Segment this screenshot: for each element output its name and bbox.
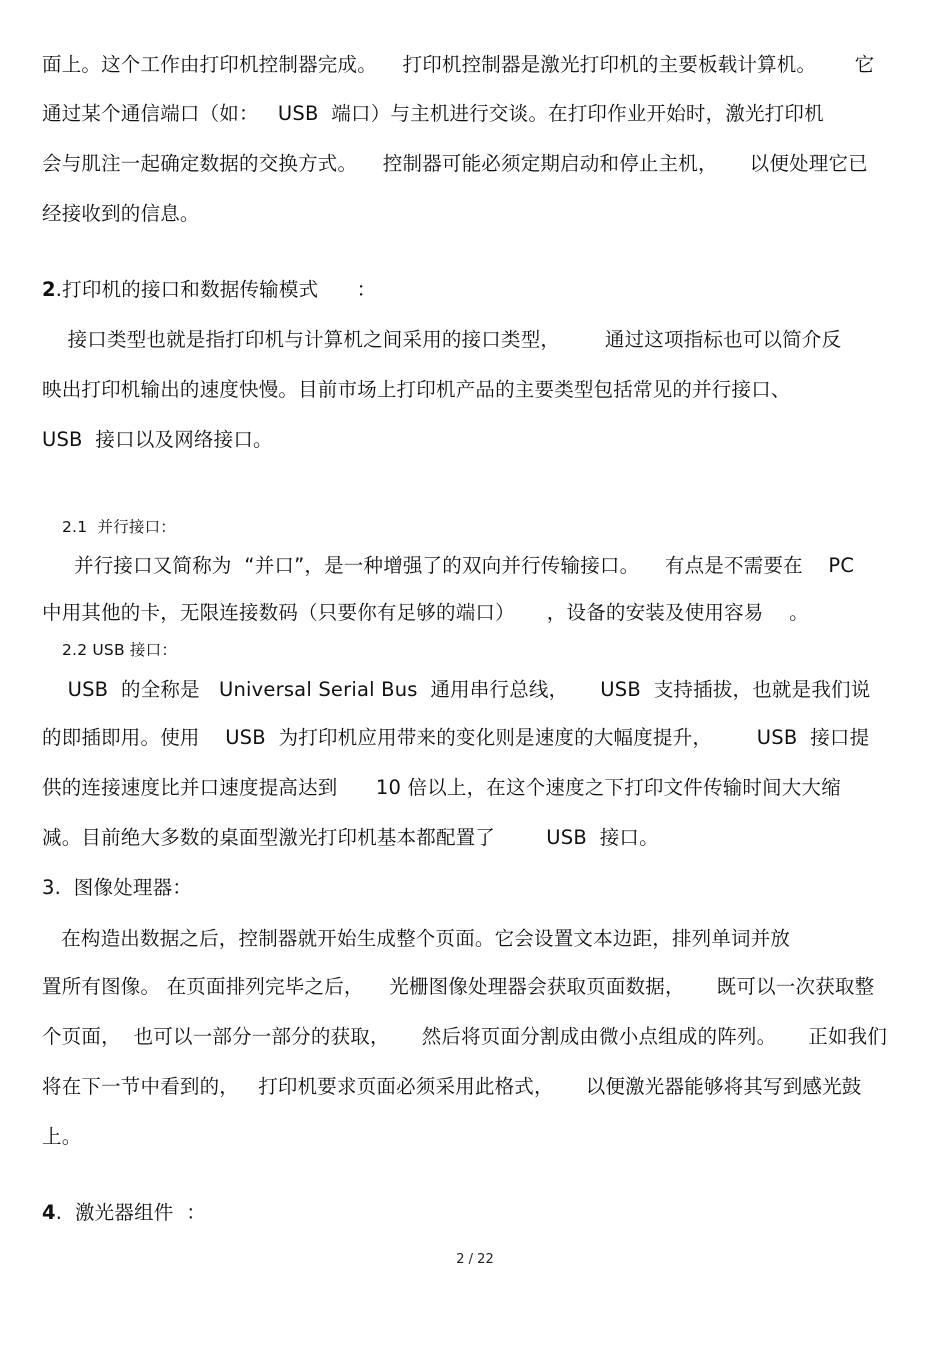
paragraph-line: USB 接口以及网络接口。 bbox=[42, 428, 273, 451]
paragraph-line: 置所有图像。 在页面排列完毕之后， 光栅图像处理器会获取页面数据， 既可以一次获取整 bbox=[42, 975, 875, 998]
paragraph-line: 会与肌注一起确定数据的交换方式。 控制器可能必须定期启动和停止主机， 以便处理它已 bbox=[42, 152, 868, 175]
paragraph-line: 映出打印机输出的速度快慢。目前市场上打印机产品的主要类型包括常见的并行接口、 bbox=[42, 378, 791, 401]
paragraph-line: 并行接口又简称为 “并口”，是一种增强了的双向并行传输接口。 有点是不需要在 PC bbox=[42, 554, 855, 577]
paragraph-line: 的即插即用。使用 USB 为打印机应用带来的变化则是速度的大幅度提升， USB 接口提 bbox=[42, 726, 870, 749]
page-number: 2 / 22 bbox=[456, 1252, 494, 1267]
subsection-heading: 2.1 并行接口： bbox=[62, 518, 177, 536]
section-number: 2 bbox=[42, 278, 56, 301]
paragraph-line: 接口类型也就是指打印机与计算机之间采用的接口类型， 通过这项指标也可以简介反 bbox=[42, 328, 842, 351]
paragraph-line: 中用其他的卡，无限连接数码（只要你有足够的端口） ，设备的安装及使用容易 。 bbox=[42, 601, 809, 624]
section-heading: 3. 图像处理器： bbox=[42, 876, 193, 899]
section-heading bbox=[42, 1201, 206, 1225]
paragraph-line: 上。 bbox=[42, 1125, 82, 1148]
section-heading bbox=[42, 278, 376, 302]
paragraph-line: 供的连接速度比并口速度提高达到 10 倍以上，在这个速度之下打印文件传输时间大大缩 bbox=[42, 776, 841, 799]
paragraph-line: 通过某个通信端口（如： USB 端口）与主机进行交谈。在打印作业开始时，激光打印机 bbox=[42, 102, 824, 125]
section-title: .打印机的接口和数据传输模式 ： bbox=[55, 278, 377, 301]
paragraph-line: 面上。这个工作由打印机控制器完成。 打印机控制器是激光打印机的主要板载计算机。 它 bbox=[42, 53, 875, 76]
section-title: . 激光器组件 ： bbox=[55, 1201, 206, 1224]
subsection-heading: 2.2 USB 接口： bbox=[62, 641, 178, 659]
paragraph-line: 将在下一节中看到的， 打印机要求页面必须采用此格式， 以便激光器能够将其写到感光鼓 bbox=[42, 1075, 862, 1098]
paragraph-line: USB 的全称是 Universal Serial Bus 通用串行总线， USB 支持插拔，也就是我们说 bbox=[42, 678, 871, 701]
paragraph-line: 在构造出数据之后，控制器就开始生成整个页面。它会设置文本边距，排列单词并放 bbox=[42, 927, 791, 950]
section-number: 4 bbox=[42, 1201, 56, 1224]
paragraph-line: 经接收到的信息。 bbox=[42, 202, 200, 225]
paragraph-line: 个页面， 也可以一部分一部分的获取， 然后将页面分割成由微小点组成的阵列。 正如我们 bbox=[42, 1025, 888, 1048]
paragraph-line: 减。目前绝大多数的桌面型激光打印机基本都配置了 USB 接口。 bbox=[42, 826, 659, 849]
